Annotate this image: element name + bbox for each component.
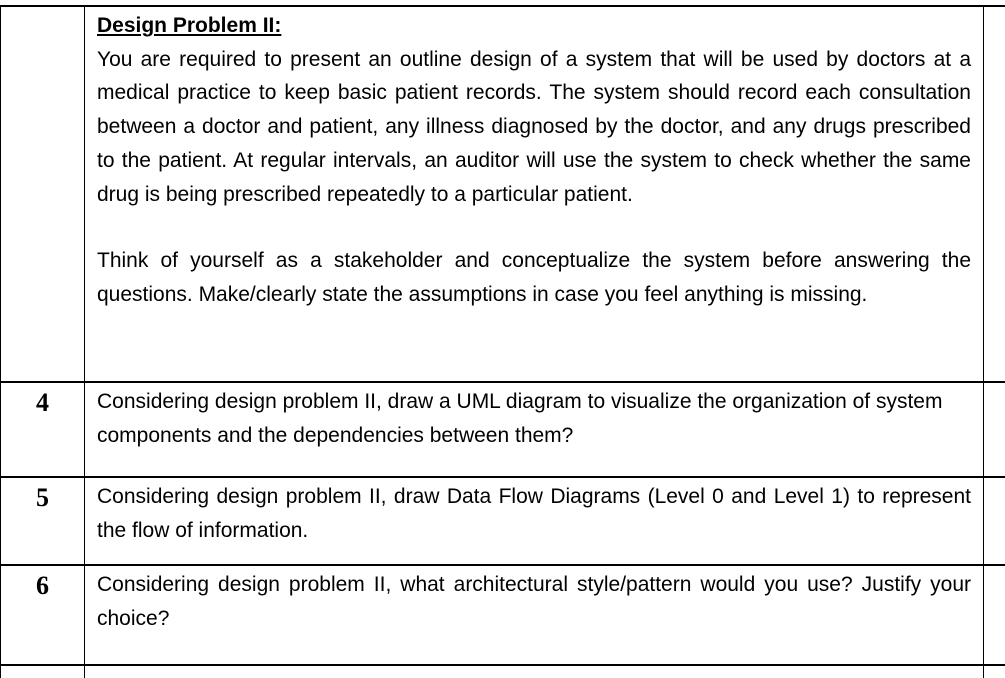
question-row: [1, 565, 1005, 678]
question-number: 5: [1, 477, 85, 565]
question-number: 4: [1, 382, 85, 477]
question-text: [85, 477, 984, 565]
question-row: [1, 477, 1005, 565]
question-table: [0, 5, 1005, 678]
question-text-content: Considering design problem II, draw a UML diagram to visualize the organization of system components and the dependencies between them?: [97, 385, 971, 452]
question-text: [85, 565, 984, 678]
number-cell-empty: [1, 6, 85, 382]
marks-cell: [984, 477, 1005, 565]
question-text-content: Considering design problem II, draw Data Flow Diagrams (Level 0 and Level 1) to represent the flow of information.: [97, 480, 971, 547]
stakeholder-instruction: Think of yourself as a stakeholder and conceptualize the system before answering the questions. Make/clearly state the assumptions in case you feel anything is missing.: [97, 244, 971, 311]
marks-cell: [984, 382, 1005, 477]
table-bottom-border: [0, 664, 1005, 666]
marks-cell: [984, 565, 1005, 678]
question-number: 6: [1, 565, 85, 678]
design-problem-row: [1, 6, 1005, 382]
question-row: [1, 382, 1005, 477]
marks-cell: [984, 6, 1005, 382]
design-problem-cell: [85, 6, 984, 382]
problem-description: You are required to present an outline design of a system that will be used by doctors at a medical practice to keep basic patient records. The system should record each consultation between a doctor and patient, any illness diagnosed by the doctor, and any drugs prescribed to the patient. At regular intervals, an auditor will use the system to check whether the same drug is being prescribed repeatedly to a particular patient.: [97, 43, 971, 212]
question-text-content: Considering design problem II, what architectural style/pattern would you use? Justify your choice?: [97, 568, 971, 635]
question-text: [85, 382, 984, 477]
design-problem-heading: Design Problem II:: [97, 9, 971, 43]
